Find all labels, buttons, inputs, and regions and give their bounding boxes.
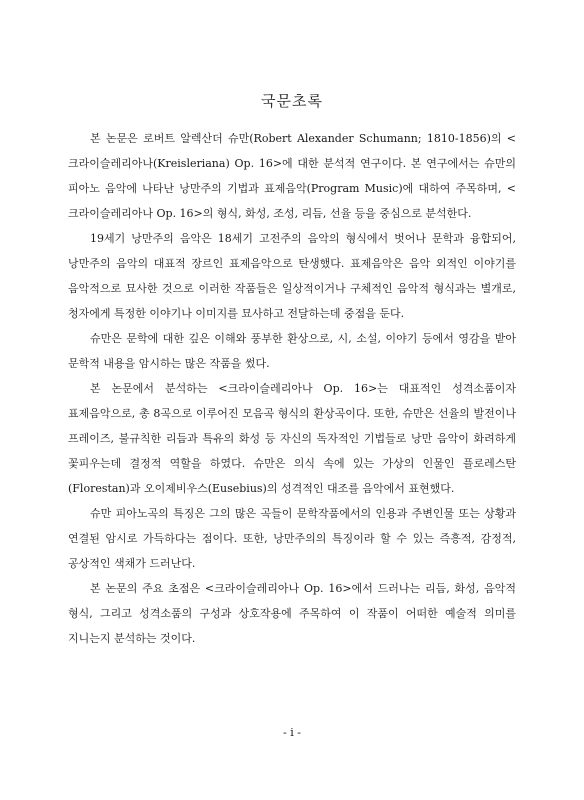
abstract-paragraph: 슈만은 문학에 대한 깊은 이해와 풍부한 환상으로, 시, 소설, 이야기 등에서 영감을 받아 문학적 내용을 암시하는 많은 작품을 썼다. xyxy=(68,332,516,370)
page-title: 국문초록 xyxy=(261,92,323,110)
abstract-paragraph: 본 논문은 로버트 알렉산더 슈만(Robert Alexander Schumann; 1810-1856)의 <크라이슬레리아나(Kreisleriana) Op. 16>에 대한 분석적 연구이다. 본 연구에서는 슈만의 피아노 음악에 나타난 낭만주의 기법과 표제음악(Program Music)에 대하여 주목하며, <크라이슬레리아나 Op. 16>의 형식, 화성, 조성, 리듬, 선율 등을 중심으로 분석한다. xyxy=(68,132,516,220)
page-number: - i - xyxy=(283,726,301,739)
abstract-paragraph: 본 논문의 주요 초점은 <크라이슬레리아나 Op. 16>에서 드러나는 리듬, 화성, 음악적 형식, 그리고 성격소품의 구성과 상호작용에 주목하여 이 작품이 어떠한 예술적 의미를 지니는지 분석하는 것이다. xyxy=(68,582,516,645)
abstract-paragraph: 19세기 낭만주의 음악은 18세기 고전주의 음악의 형식에서 벗어나 문학과 융합되어, 낭만주의 음악의 대표적 장르인 표제음악으로 탄생했다. 표제음악은 음악 외적인 이야기를 음악적으로 묘사한 것으로 이러한 작품들은 일상적이거나 구체적인 음악적 형식과는 별개로, 청자에게 특정한 이야기나 이미지를 묘사하고 전달하는데 중점을 둔다. xyxy=(68,232,516,320)
abstract-paragraph: 슈만 피아노곡의 특징은 그의 많은 곡들이 문학작품에서의 인용과 주변인물 또는 상황과 연결된 암시로 가득하다는 점이다. 또한, 낭만주의의 특징이라 할 수 있는 즉흥적, 감정적, 공상적인 색채가 드러난다. xyxy=(68,507,516,570)
abstract-paragraph: 본 논문에서 분석하는 <크라이슬레리아나 Op. 16>는 대표적인 성격소품이자 표제음악으로, 총 8곡으로 이루어진 모음곡 형식의 환상곡이다. 또한, 슈만은 선율의 발전이나 프레이즈, 불규칙한 리듬과 특유의 화성 등 자신의 독자적인 기법들로 낭만 음악이 화려하게 꽃피우는데 결정적 역할을 하였다. 슈만은 의식 속에 있는 가상의 인물인 플로레스탄(Florestan)과 오이제비우스(Eusebius)의 성격적인 대조를 음악에서 표현했다. xyxy=(68,382,516,495)
abstract-body xyxy=(68,126,516,651)
